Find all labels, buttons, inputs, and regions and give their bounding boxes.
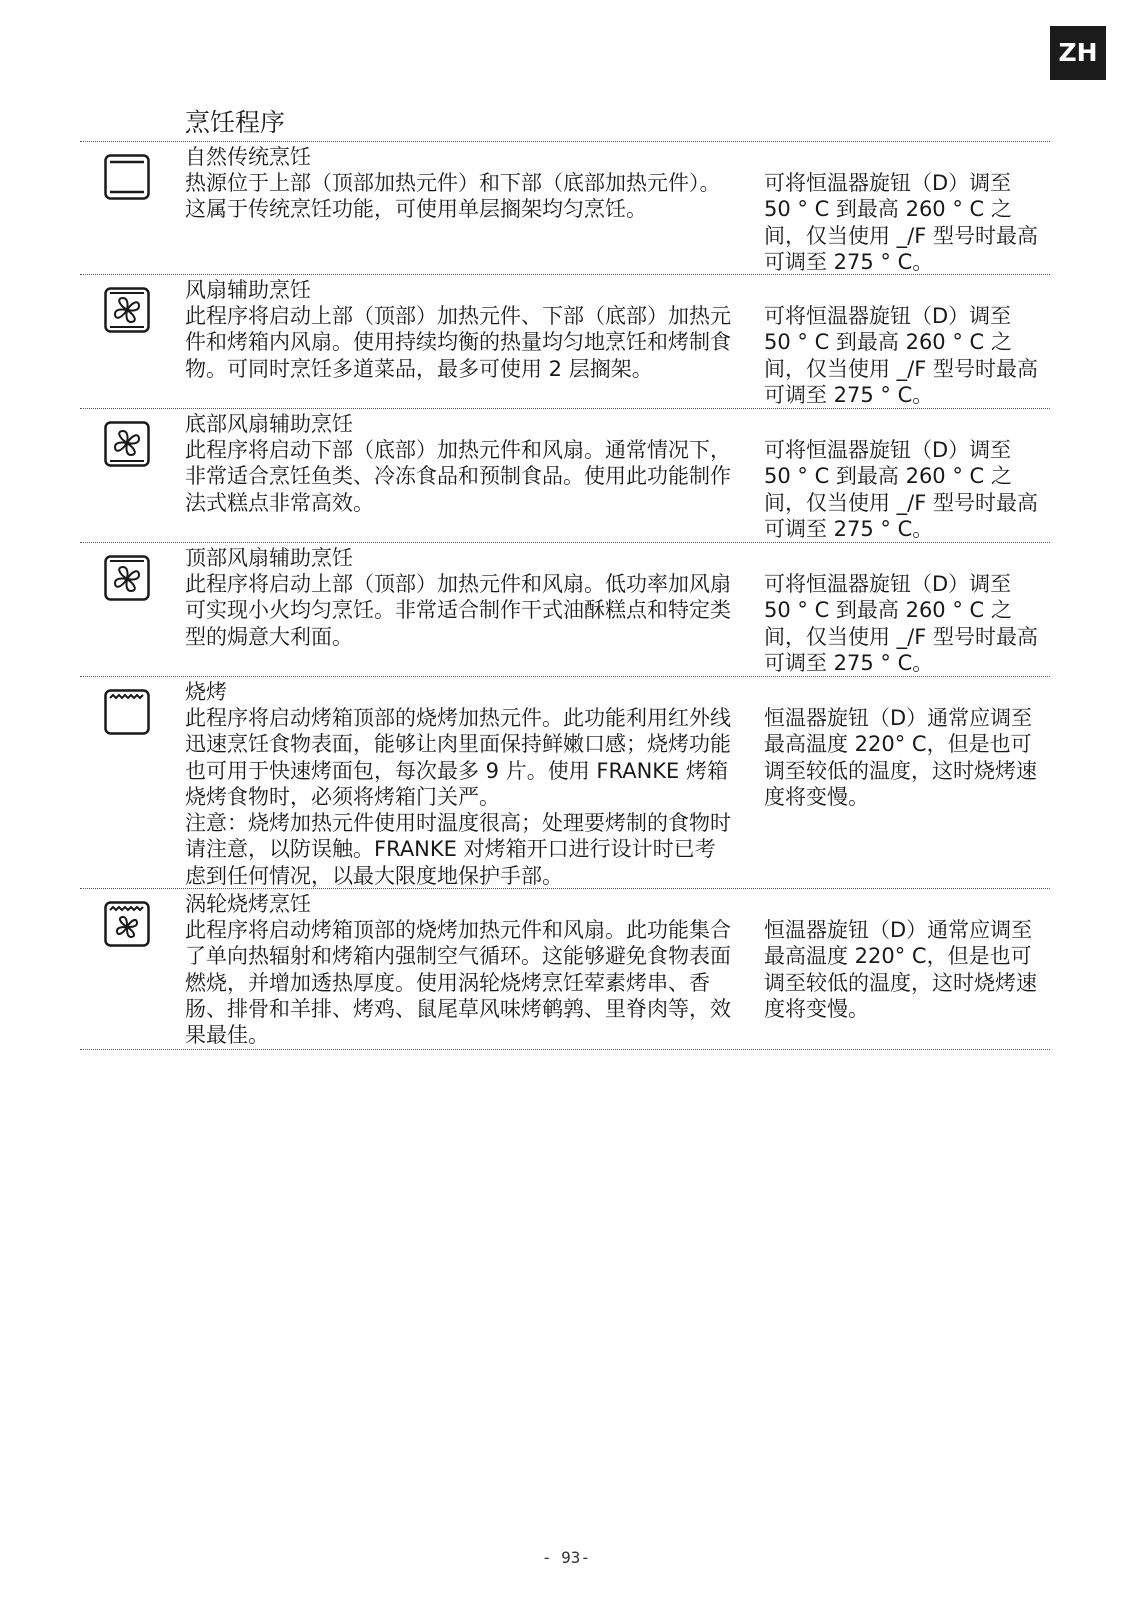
program-row-fan-assisted [80,274,1050,409]
fan-assisted-icon [104,287,150,333]
description-paragraph: 热源位于上部（顶部加热元件）和下部（底部加热元件）。这属于传统烹饪功能，可使用单层搁架均匀烹饪。 [185,171,721,222]
description-paragraph: 此程序将启动上部（顶部）加热元件和风扇。低功率加风扇可实现小火均匀烹饪。非常适合制作干式油酥糕点和特定类型的焗意大利面。 [185,572,731,649]
thermostat-note: 恒温器旋钮（D）通常应调至最高温度 220° C，但是也可调至较低的温度，这时烧烤速度将变慢。 [764,918,1037,1021]
program-description [185,705,735,889]
grill-icon [104,689,150,735]
section-title: 烹饪程序 [185,108,286,137]
program-name: 底部风扇辅助烹饪 [185,412,353,436]
bottom-fan-icon [104,421,150,467]
program-description [185,437,735,516]
program-row-turbo-grill [80,888,1050,1050]
conventional-oven-icon [104,154,150,200]
page-number: - 93- [541,1548,591,1567]
warning-paragraph: 注意：烧烤加热元件使用时温度很高；处理要烤制的食物时请注意，以防误触。FRANKE 对烤箱开口进行设计时已考虑到任何情况，以最大限度地保护手部。 [185,811,731,888]
program-row-top-fan [80,542,1050,677]
program-row-grill [80,676,1050,889]
language-badge: ZH [1050,26,1106,80]
description-paragraph: 此程序将启动下部（底部）加热元件和风扇。通常情况下，非常适合烹饪鱼类、冷冻食品和预制食品。使用此功能制作法式糕点非常高效。 [185,438,731,515]
program-name: 顶部风扇辅助烹饪 [185,546,353,570]
program-name: 涡轮烧烤烹饪 [185,892,311,916]
thermostat-note: 可将恒温器旋钮（D）调至 50 ° C 到最高 260 ° C 之间，仅当使用 _/F 型号时最高可调至 275 ° C。 [764,572,1039,675]
program-description [185,917,735,1048]
program-description [185,571,735,650]
description-paragraph: 此程序将启动烤箱顶部的烧烤加热元件和风扇。此功能集合了单向热辐射和烤箱内强制空气循环。这能够避免食物表面燃烧，并增加透热厚度。使用涡轮烧烤烹饪荤素烤串、香肠、排骨和羊排、烤鸡、鼠尾草风味烤鹌鹑、里脊肉等，效果最佳。 [185,918,731,1048]
thermostat-note: 可将恒温器旋钮（D）调至 50 ° C 到最高 260 ° C 之间，仅当使用 _/F 型号时最高可调至 275 ° C。 [764,171,1039,274]
thermostat-note: 可将恒温器旋钮（D）调至 50 ° C 到最高 260 ° C 之间，仅当使用 _/F 型号时最高可调至 275 ° C。 [764,304,1039,407]
program-name: 烧烤 [185,680,227,704]
program-description [185,170,735,223]
thermostat-note: 恒温器旋钮（D）通常应调至最高温度 220° C，但是也可调至较低的温度，这时烧烤速度将变慢。 [764,706,1037,809]
program-name: 自然传统烹饪 [185,145,311,169]
description-paragraph: 此程序将启动上部（顶部）加热元件、下部（底部）加热元件和烤箱内风扇。使用持续均衡的热量均匀地烹饪和烤制食物。可同时烹饪多道菜品，最多可使用 2 层搁架。 [185,304,731,381]
program-row-conventional [80,141,1050,275]
turbo-grill-icon [104,901,150,947]
program-description [185,303,735,382]
top-fan-icon [104,555,150,601]
program-row-bottom-fan [80,408,1050,543]
thermostat-note: 可将恒温器旋钮（D）调至 50 ° C 到最高 260 ° C 之间，仅当使用 _/F 型号时最高可调至 275 ° C。 [764,438,1039,541]
program-name: 风扇辅助烹饪 [185,278,311,302]
description-paragraph: 此程序将启动烤箱顶部的烧烤加热元件。此功能利用红外线迅速烹饪食物表面，能够让肉里面保持鲜嫩口感；烧烤功能也可用于快速烤面包，每次最多 9 片。使用 FRANKE 烤箱烧烤食物时，必须将烤箱门关严。 [185,706,731,809]
